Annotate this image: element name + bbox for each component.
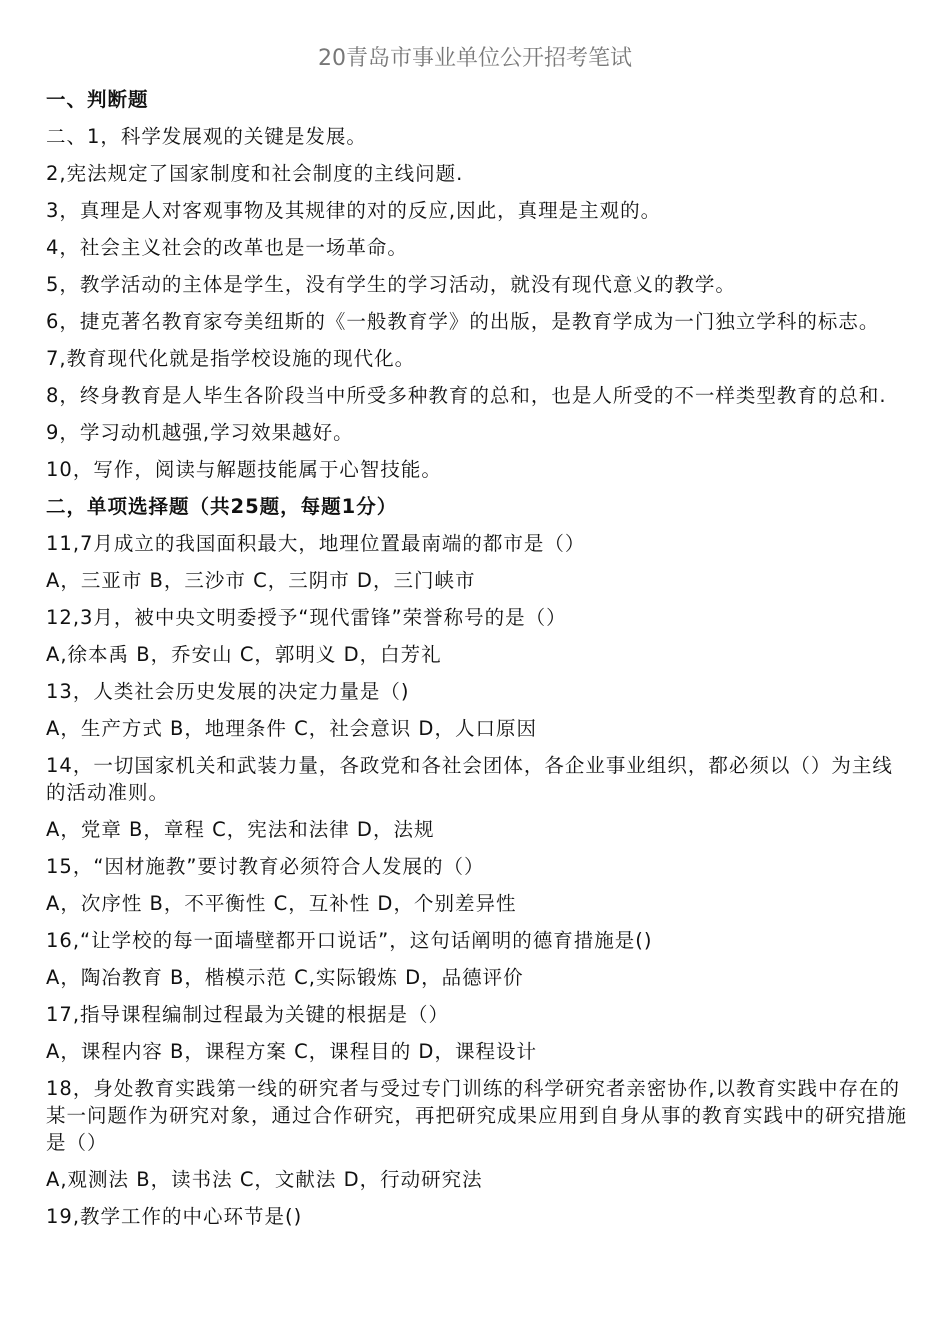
document-line: 17,指导课程编制过程最为关键的根据是（） bbox=[46, 1003, 450, 1026]
document-body bbox=[46, 86, 908, 1240]
document-line: 18，身处教育实践第一线的研究者与受过专门训练的科学研究者亲密协作,以教育实践中存在的某一问题作为研究对象，通过合作研究，再把研究成果应用到自身从事的教育实践中的研究措施是（） bbox=[46, 1077, 908, 1154]
document-line: 15，“因材施教”要讨教育必须符合人发展的（） bbox=[46, 855, 485, 878]
document-line: 13，人类社会历史发展的决定力量是（) bbox=[46, 680, 410, 703]
document-line: A，党章 B，章程 C，宪法和法律 D，法规 bbox=[46, 818, 435, 841]
document-line: A，三亚市 B，三沙市 C，三阴市 D，三门峡市 bbox=[46, 569, 476, 592]
document-line: 二、1，科学发展观的关键是发展。 bbox=[46, 125, 367, 148]
document-line: 9，学习动机越强,学习效果越好。 bbox=[46, 421, 354, 444]
section-heading: 一、判断题 bbox=[46, 88, 149, 111]
document-line: 2,宪法规定了国家制度和社会制度的主线问题. bbox=[46, 162, 464, 185]
section-heading: 二，单项选择题（共25题，每题1分） bbox=[46, 495, 398, 518]
document-line: 6，捷克著名教育家夸美纽斯的《一般教育学》的出版，是教育学成为一门独立学科的标志。 bbox=[46, 310, 880, 333]
document-line: 10，写作，阅读与解题技能属于心智技能。 bbox=[46, 458, 442, 481]
document-line: A，陶冶教育 B，楷模示范 C,实际锻炼 D，品德评价 bbox=[46, 966, 524, 989]
document-line: 12,3月，被中央文明委授予“现代雷锋”荣誉称号的是（） bbox=[46, 606, 567, 629]
document-line: 14，一切国家机关和武装力量，各政党和各社会团体，各企业事业组织，都必须以（）为主线的活动准则。 bbox=[46, 754, 893, 804]
document-line: 7,教育现代化就是指学校设施的现代化。 bbox=[46, 347, 416, 370]
document-line: 4，社会主义社会的改革也是一场革命。 bbox=[46, 236, 408, 259]
document-line: A,徐本禹 B，乔安山 C，郭明义 D，白芳礼 bbox=[46, 643, 442, 666]
document-line: A，生产方式 B，地理条件 C，社会意识 D，人口原因 bbox=[46, 717, 537, 740]
document-line: 16,“让学校的每一面墙壁都开口说话”，这句话阐明的德育措施是() bbox=[46, 929, 653, 952]
document-title: 20青岛市事业单位公开招考笔试 bbox=[318, 46, 632, 71]
document-line: 5，教学活动的主体是学生，没有学生的学习活动，就没有现代意义的教学。 bbox=[46, 273, 736, 296]
document-line: 19,教学工作的中心环节是() bbox=[46, 1205, 303, 1228]
document-line: A，课程内容 B，课程方案 C，课程目的 D，课程设计 bbox=[46, 1040, 537, 1063]
document-line: A,观测法 B，读书法 C，文献法 D，行动研究法 bbox=[46, 1168, 483, 1191]
document-line: 11,7月成立的我国面积最大，地理位置最南端的都市是（） bbox=[46, 532, 586, 555]
document-line: A，次序性 B，不平衡性 C，互补性 D，个别差异性 bbox=[46, 892, 517, 915]
document-line: 8，终身教育是人毕生各阶段当中所受多种教育的总和，也是人所受的不一样类型教育的总和. bbox=[46, 384, 887, 407]
document-line: 3，真理是人对客观事物及其规律的对的反应,因此，真理是主观的。 bbox=[46, 199, 662, 222]
